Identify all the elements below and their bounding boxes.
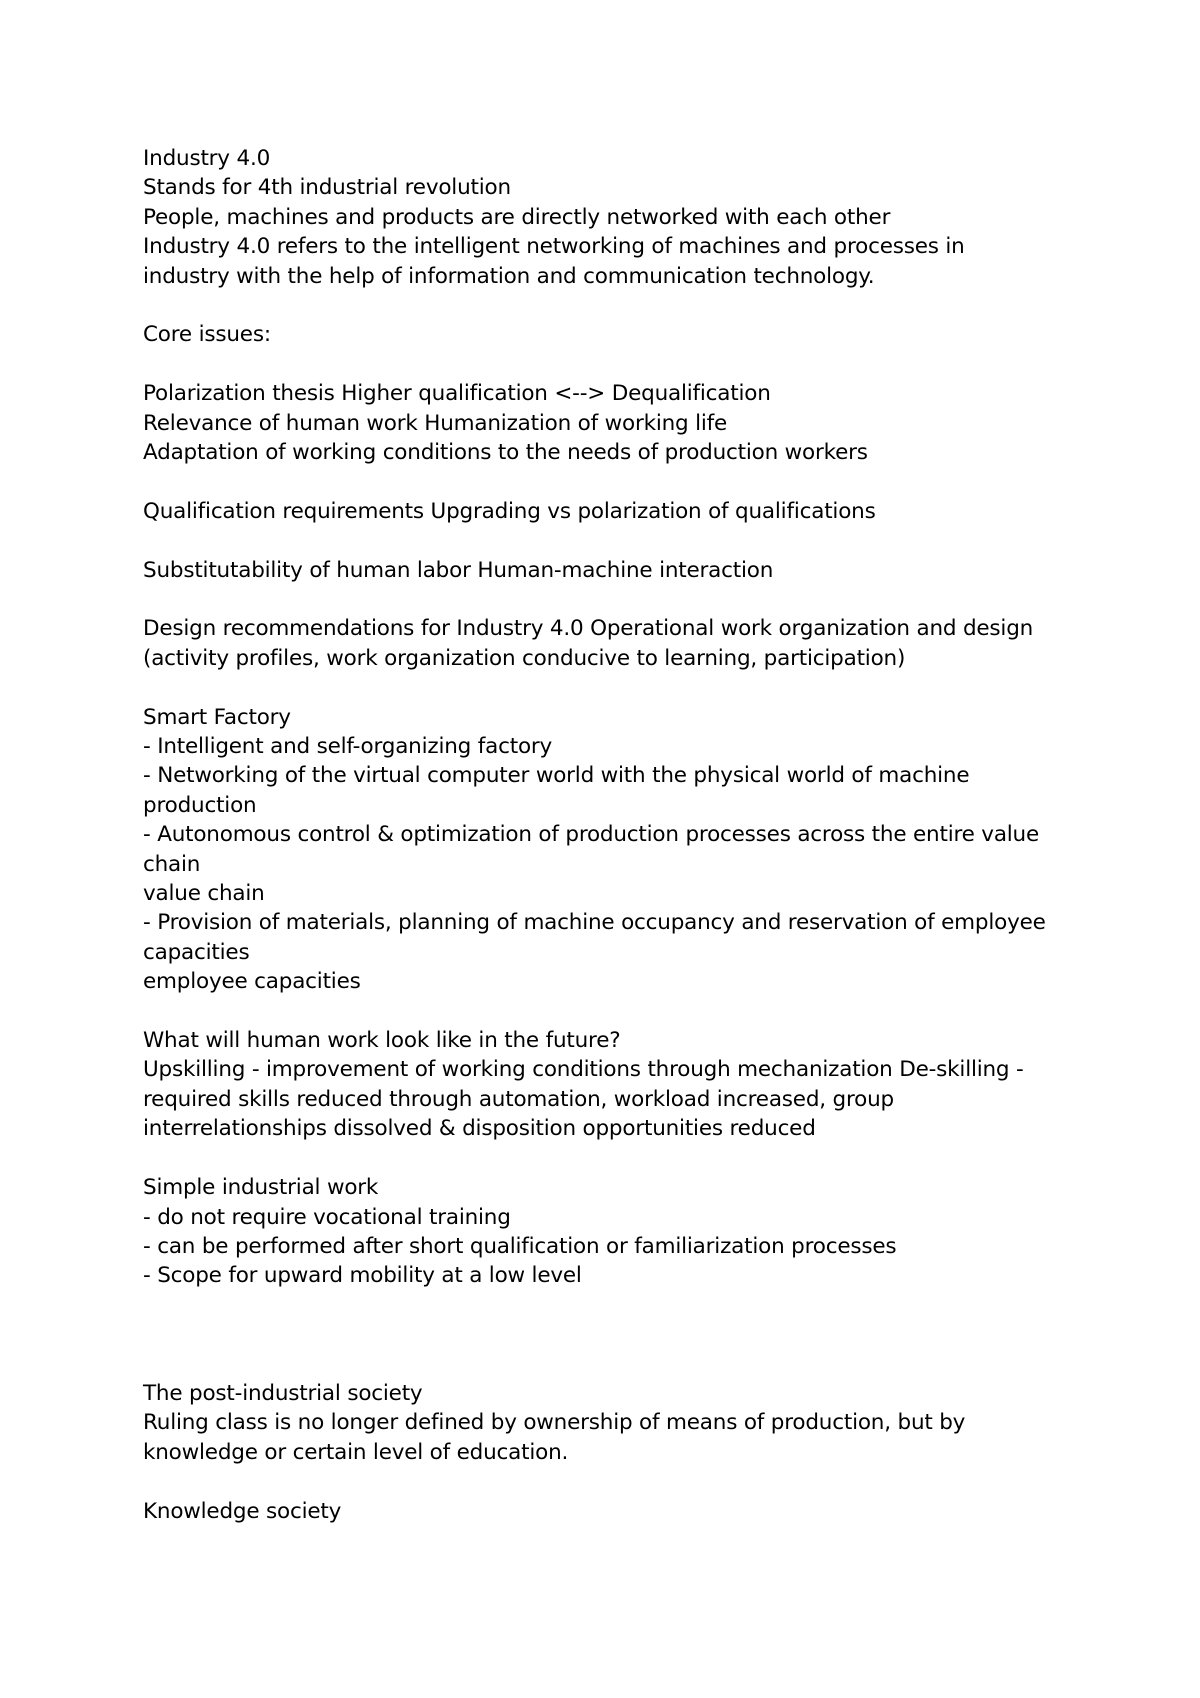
blank-lines — [143, 1291, 1093, 1379]
text-line: Upskilling - improvement of working conditions through mechanization De-skilling - — [143, 1057, 1024, 1083]
text-line: value chain — [143, 881, 265, 907]
list-item: - Provision of materials, planning of machine occupancy and reservation of employee — [143, 910, 1046, 936]
text-line: Stands for 4th industrial revolution — [143, 175, 511, 201]
heading-smart-factory: Smart Factory — [143, 704, 291, 730]
text-line: Adaptation of working conditions to the needs of production workers — [143, 440, 868, 466]
list-item: - do not require vocational training — [143, 1204, 511, 1230]
text-line: chain — [143, 851, 201, 877]
heading-simple-industrial-work: Simple industrial work — [143, 1175, 379, 1201]
list-item: - Scope for upward mobility at a low level — [143, 1263, 582, 1289]
blank-line — [143, 291, 1093, 320]
text-line: (activity profiles, work organization conducive to learning, participation) — [143, 645, 906, 671]
heading-industry-4-0: Industry 4.0 — [143, 146, 271, 171]
list-item: - can be performed after short qualification or familiarization processes — [143, 1233, 897, 1259]
text-line: industry with the help of information and communication technology. — [143, 263, 875, 289]
blank-line — [143, 467, 1093, 496]
text-line: Design recommendations for Industry 4.0 Operational work organization and design — [143, 616, 1034, 642]
blank-line — [143, 1144, 1093, 1173]
text-line: Polarization thesis Higher qualification <--> Dequalification — [143, 381, 771, 407]
heading-core-issues: Core issues: — [143, 322, 271, 348]
text-line: production — [143, 792, 257, 818]
list-item: - Intelligent and self-organizing factory — [143, 734, 553, 760]
heading-human-work-future: What will human work look like in the future? — [143, 1028, 621, 1054]
blank-line — [143, 997, 1093, 1026]
text-line: Substitutability of human labor Human-machine interaction — [143, 557, 774, 583]
text-line: required skills reduced through automation, workload increased, group — [143, 1086, 894, 1112]
blank-line — [143, 350, 1093, 379]
list-item: - Networking of the virtual computer world with the physical world of machine — [143, 763, 970, 789]
blank-line — [143, 1467, 1093, 1496]
heading-post-industrial-society: The post-industrial society — [143, 1380, 423, 1406]
text-line: Industry 4.0 refers to the intelligent networking of machines and processes in — [143, 234, 965, 260]
blank-line — [143, 585, 1093, 614]
heading-knowledge-society: Knowledge society — [143, 1498, 342, 1524]
text-line: capacities — [143, 939, 250, 965]
document-body — [143, 144, 1093, 1526]
text-line: knowledge or certain level of education. — [143, 1439, 569, 1465]
text-line: Qualification requirements Upgrading vs polarization of qualifications — [143, 498, 876, 524]
text-line: People, machines and products are directly networked with each other — [143, 204, 891, 230]
list-item: - Autonomous control & optimization of production processes across the entire value — [143, 822, 1040, 848]
text-line: employee capacities — [143, 969, 361, 995]
blank-line — [143, 526, 1093, 555]
text-line: Relevance of human work Humanization of working life — [143, 410, 728, 436]
blank-line — [143, 673, 1093, 702]
text-line: Ruling class is no longer defined by ownership of means of production, but by — [143, 1410, 966, 1436]
text-line: interrelationships dissolved & disposition opportunities reduced — [143, 1116, 816, 1142]
